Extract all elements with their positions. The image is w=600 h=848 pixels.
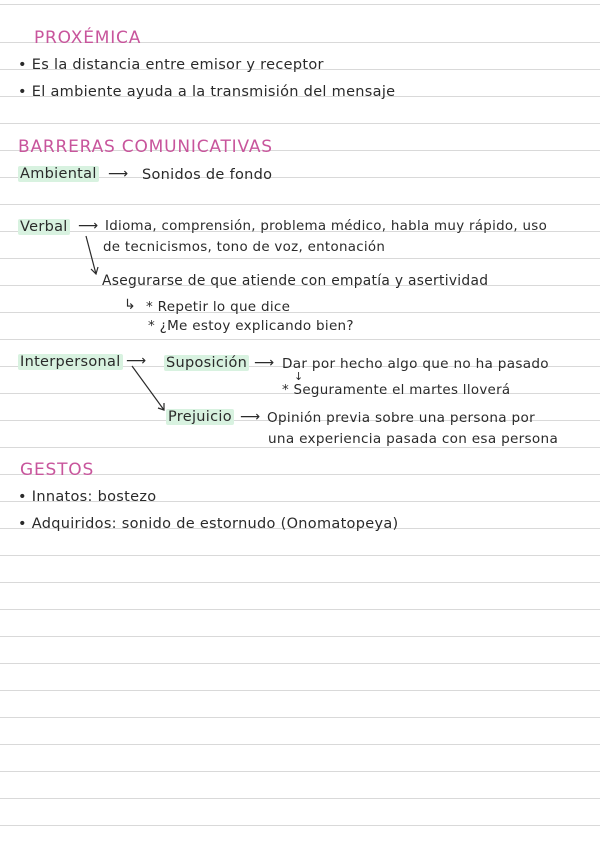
section-title-barreras: BARRERAS COMUNICATIVAS	[18, 137, 273, 157]
verbal-label	[18, 219, 70, 235]
suposicion-highlight: Suposición	[166, 355, 248, 371]
verbal-line-3: Asegurarse de que atiende con empatía y asertividad	[102, 273, 489, 289]
ambiental-label	[18, 166, 99, 182]
verbal-line-2: de tecnicismos, tono de voz, entonación	[103, 240, 386, 255]
gestos-bullet-1: • Innatos: bostezo	[18, 489, 157, 505]
arrow-right-icon: ⟶	[254, 355, 275, 371]
suposicion-label	[164, 355, 249, 371]
prejuicio-line-1: Opinión previa sobre una persona por	[267, 410, 535, 426]
arrow-right-icon: ⟶	[240, 409, 261, 425]
gestos-bullet-2: • Adquiridos: sonido de estornudo (Onomatopeya)	[18, 516, 399, 532]
prejuicio-label	[166, 409, 234, 425]
interpersonal-label	[18, 354, 123, 370]
arrow-down-right-icon	[130, 366, 170, 416]
prejuicio-line-2: una experiencia pasada con esa persona	[268, 431, 559, 447]
arrow-down-right-icon	[84, 236, 104, 278]
arrow-right-icon: ⟶	[78, 218, 99, 234]
verbal-line-1: Idioma, comprensión, problema médico, habla muy rápido, uso	[105, 219, 548, 234]
arrow-down-icon: ↓	[294, 370, 304, 383]
verbal-highlight: Verbal	[20, 219, 68, 235]
suposicion-text: Dar por hecho algo que no ha pasado	[282, 356, 549, 372]
section-title-proxemica: PROXÉMICA	[34, 28, 142, 48]
arrow-return-icon: ↳	[124, 297, 137, 313]
ambiental-text: Sonidos de fondo	[142, 167, 273, 183]
interpersonal-highlight: Interpersonal	[20, 354, 121, 370]
arrow-right-icon: ⟶	[108, 166, 129, 182]
ambiental-highlight: Ambiental	[20, 166, 97, 182]
proxemica-bullet-1: • Es la distancia entre emisor y receptor	[18, 57, 324, 73]
verbal-sub-2: * ¿Me estoy explicando bien?	[148, 318, 354, 334]
prejuicio-highlight: Prejuicio	[168, 409, 232, 425]
arrow-right-icon: ⟶	[126, 353, 147, 369]
proxemica-bullet-2: • El ambiente ayuda a la transmisión del mensaje	[18, 84, 396, 100]
section-title-gestos: GESTOS	[20, 460, 95, 480]
verbal-sub-1: * Repetir lo que dice	[146, 299, 291, 315]
suposicion-example: * Seguramente el martes lloverá	[282, 383, 511, 398]
